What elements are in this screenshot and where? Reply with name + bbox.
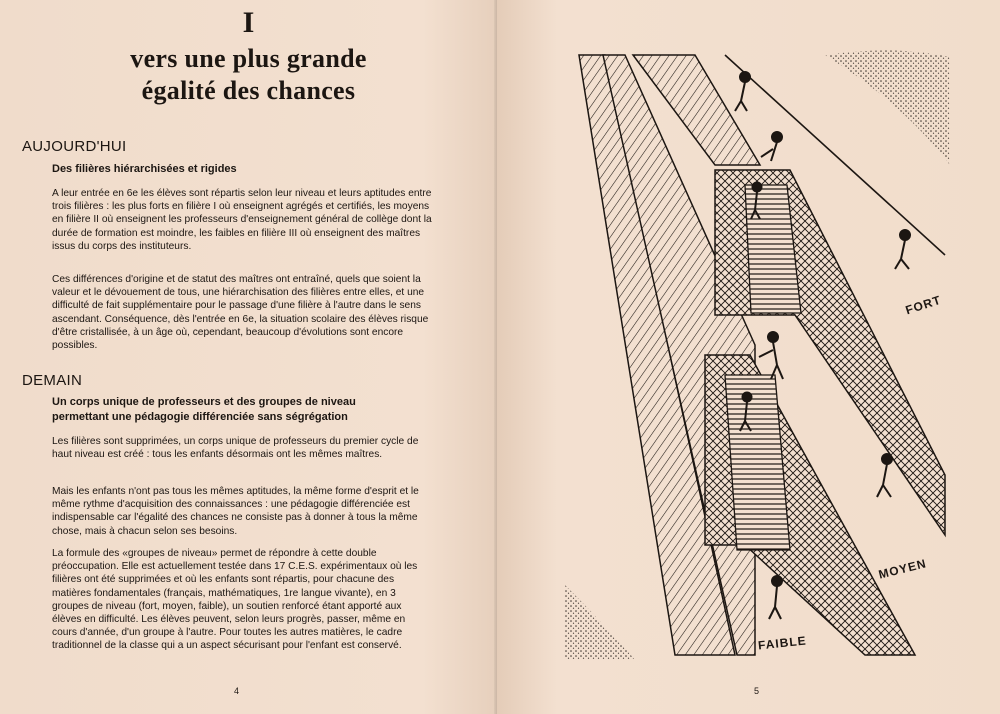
- paragraph-pedagogie-differenciee: Mais les enfants n'ont pas tous les mêmes aptitudes, la même forme d'esprit et le même rythme d'acquisition des connaissances : une pédagogie différenciée est indispensable car l'égalité des chances ne consiste pas à donner à tous la même chose, mais à chacun selon ses besoins.: [52, 486, 419, 537]
- label-faible: FAIBLE: [757, 633, 808, 653]
- section-heading-aujourdhui: AUJOURD'HUI: [22, 138, 127, 155]
- page-title-line-2: égalité des chances: [141, 76, 356, 105]
- page-number-right: 5: [754, 686, 760, 696]
- section-subheading-corps-unique: Un corps unique de professeurs et des groupes de niveau permettant une pédagogie différenciée sans ségrégation: [52, 396, 356, 423]
- stipple-bottom-left: [565, 585, 635, 660]
- left-page: [0, 0, 497, 714]
- paragraph-repartition: A leur entrée en 6e les élèves sont répartis selon leur niveau et leurs aptitudes entre trois filières : les plus forts en filière I où enseignent agrégés et certifiés, les moyens en filière II où enseignent les professeurs d'enseignement général de collège dont la durée de formation est moindre, les faibles en filière III où enseignent des maîtres issus du corps des instituteurs.: [52, 188, 432, 252]
- chapter-number: I: [242, 6, 255, 39]
- label-fort: FORT: [903, 292, 943, 318]
- page-title-line-1: vers une plus grande: [130, 44, 367, 73]
- page-number-left: 4: [234, 686, 240, 696]
- stipple-top-right: [825, 50, 950, 165]
- label-moyen: MOYEN: [877, 556, 928, 582]
- paragraph-hierarchisation: Ces différences d'origine et de statut des maîtres ont entraîné, quels que soient la valeur et le dévouement de tous, une hiérarchisation des filières entre elles, et une difficulté de fait supplémentaire pour le passage d'une filière à l'autre dans le sens ascendant. Conséquence, dès l'entrée en 6e, la situation scolaire des élèves risque d'être cristallisée, à un âge où, cependant, beaucoup d'évolutions sont encore possibles.: [52, 274, 429, 352]
- paragraph-groupes-de-niveau: La formule des «groupes de niveau» permet de répondre à cette double préoccupation. Elle est actuellement testée dans 17 C.E.S. expérimentaux où les filières ont été supprimées et où les enfants sont répartis, pour chacune des matières fondamentales (français, mathématiques, 1re langue vivante), en 3 groupes de niveau (fort, moyen, faible), un soutien renforcé étant apporté aux élèves en difficulté. Les élèves peuvent, selon leurs progrès, passer, même en cours d'année, d'un groupe à l'autre. Pour toutes les autres matières, le cadre traditionnel de la classe qui a un aspect sécurisant pour l'enfant est conservé.: [52, 548, 418, 652]
- section-subheading-filieres: Des filières hiérarchisées et rigides: [52, 163, 237, 175]
- staircase-lower: [725, 375, 790, 550]
- section-heading-demain: DEMAIN: [22, 372, 83, 389]
- paragraph-filieres-supprimees: Les filières sont supprimées, un corps unique de professeurs du premier cycle de haut niveau est créé : tous les enfants désormais ont les mêmes maîtres.: [52, 436, 419, 461]
